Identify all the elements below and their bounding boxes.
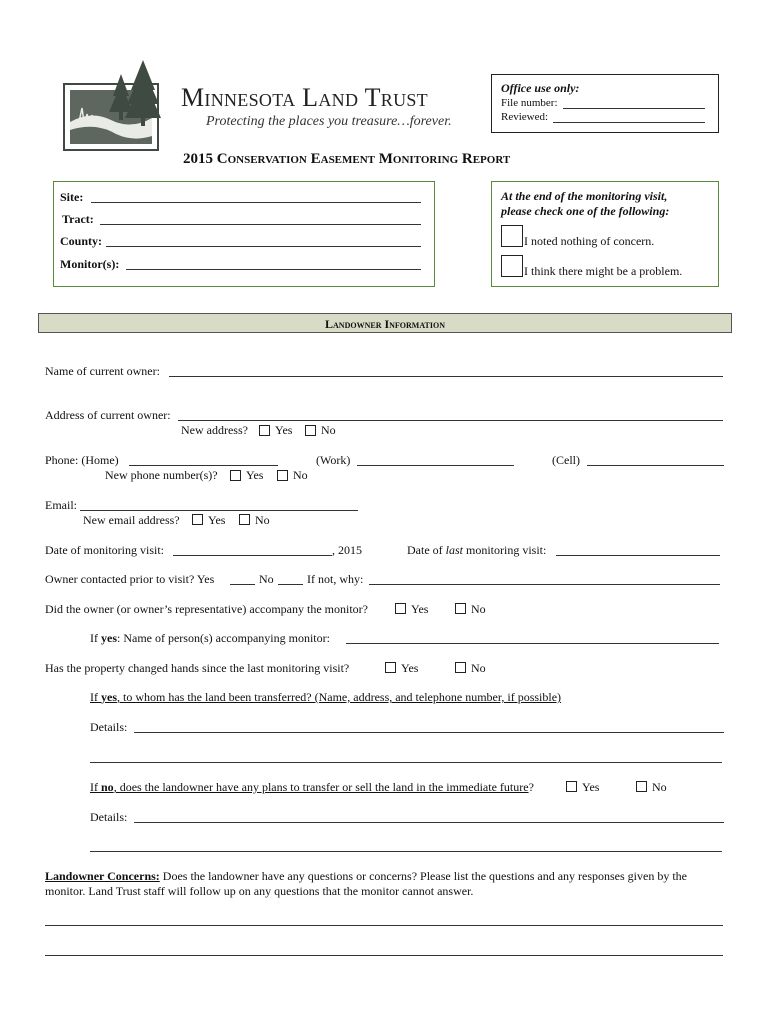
phone-work-label: (Work) (316, 453, 351, 467)
details-field-2b[interactable] (90, 851, 722, 852)
transferred-text: , to whom has the land been transferred? (Name, address, and telephone number, if possible) (117, 690, 562, 704)
instruction-line-2: please check one of the following: (501, 204, 670, 218)
accompany-yes-checkbox[interactable] (395, 603, 406, 614)
visit-date-label: Date of monitoring visit: (45, 543, 164, 557)
new-phone-yes-label: Yes (246, 468, 264, 482)
visit-year: , 2015 (332, 543, 362, 557)
email-field[interactable] (80, 510, 358, 511)
reviewed-field[interactable] (553, 122, 705, 123)
if-yes-suffix: : Name of person(s) accompanying monitor: (117, 631, 330, 645)
file-number-field[interactable] (563, 108, 705, 109)
accompany-label: Did the owner (or owner’s representative) accompany the monitor? (45, 602, 368, 616)
details-field-2a[interactable] (134, 822, 724, 823)
section-header (38, 313, 732, 333)
problem-label: I think there might be a problem. (524, 264, 683, 278)
plans-yes-label: Yes (582, 780, 600, 794)
plans-question (90, 780, 534, 794)
details-field-1b[interactable] (90, 762, 722, 763)
concerns-field-2[interactable] (45, 955, 723, 956)
transferred-if: If (90, 690, 101, 704)
owner-name-label: Name of current owner: (45, 364, 160, 378)
plans-yes-checkbox[interactable] (566, 781, 577, 792)
phone-cell-field[interactable] (587, 465, 724, 466)
new-phone-no-label: No (293, 468, 308, 482)
report-title: 2015 Conservation Easement Monitoring Report (183, 151, 511, 167)
accompanying-name-label (90, 631, 330, 645)
new-email-no-checkbox[interactable] (239, 514, 250, 525)
file-number-label: File number: (501, 97, 558, 109)
concerns-field-1[interactable] (45, 925, 723, 926)
accompany-no-label: No (471, 602, 486, 616)
new-email-label: New email address? (83, 513, 180, 527)
owner-address-field[interactable] (178, 420, 723, 421)
new-email-yes-label: Yes (208, 513, 226, 527)
monitor-label: Monitor(s): (60, 257, 120, 271)
monitor-field[interactable] (126, 269, 421, 270)
tract-field[interactable] (100, 224, 421, 225)
new-phone-label: New phone number(s)? (105, 468, 218, 482)
changed-hands-yes-label: Yes (401, 661, 419, 675)
new-address-yes-checkbox[interactable] (259, 425, 270, 436)
if-yes-prefix: If (90, 631, 101, 645)
accompany-no-checkbox[interactable] (455, 603, 466, 614)
changed-hands-no-label: No (471, 661, 486, 675)
no-concern-label: I noted nothing of concern. (524, 234, 655, 248)
new-email-no-label: No (255, 513, 270, 527)
last-visit-suffix: monitoring visit: (463, 543, 547, 557)
plans-no-label: No (652, 780, 667, 794)
last-visit-prefix: Date of (407, 543, 446, 557)
transferred-bold: yes (101, 690, 117, 704)
concerns-paragraph-2: monitor. Land Trust staff will follow up on any questions that the monitor cannot answer. (45, 884, 474, 898)
tract-label: Tract: (62, 212, 94, 226)
visit-result-box (491, 181, 719, 287)
transferred-question (90, 690, 561, 704)
last-visit-label (407, 543, 546, 557)
phone-home-label: Phone: (Home) (45, 453, 119, 467)
new-phone-no-checkbox[interactable] (277, 470, 288, 481)
no-concern-checkbox[interactable] (501, 225, 523, 247)
problem-checkbox[interactable] (501, 255, 523, 277)
owner-address-label: Address of current owner: (45, 408, 171, 422)
phone-home-field[interactable] (129, 465, 278, 466)
phone-cell-label: (Cell) (552, 453, 580, 467)
new-address-label: New address? (181, 423, 248, 437)
visit-date-field[interactable] (173, 555, 332, 556)
contacted-no-field[interactable] (278, 584, 303, 585)
accompany-yes-label: Yes (411, 602, 429, 616)
if-yes-bold: yes (101, 631, 117, 645)
plans-if: If (90, 780, 101, 794)
tagline: Protecting the places you treasure…forever. (206, 114, 452, 129)
new-email-yes-checkbox[interactable] (192, 514, 203, 525)
new-phone-yes-checkbox[interactable] (230, 470, 241, 481)
site-label: Site: (60, 190, 84, 204)
contacted-no-label: No (259, 572, 274, 586)
contacted-ifnot-label: If not, why: (307, 572, 364, 586)
concerns-heading: Landowner Concerns: (45, 869, 160, 883)
site-field[interactable] (91, 202, 421, 203)
last-visit-field[interactable] (556, 555, 720, 556)
contacted-why-field[interactable] (369, 584, 720, 585)
changed-hands-yes-checkbox[interactable] (385, 662, 396, 673)
new-address-no-checkbox[interactable] (305, 425, 316, 436)
org-name: Minnesota Land Trust (181, 83, 428, 112)
instruction-line-1: At the end of the monitoring visit, (501, 189, 668, 203)
last-visit-em: last (445, 543, 463, 557)
plans-q: ? (528, 780, 534, 794)
owner-name-field[interactable] (169, 376, 723, 377)
site-info-box (53, 181, 435, 287)
contacted-label: Owner contacted prior to visit? Yes (45, 572, 215, 586)
changed-hands-label: Has the property changed hands since the last monitoring visit? (45, 661, 350, 675)
plans-no-checkbox[interactable] (636, 781, 647, 792)
contacted-yes-field[interactable] (230, 584, 255, 585)
changed-hands-no-checkbox[interactable] (455, 662, 466, 673)
plans-text: , does the landowner have any plans to transfer or sell the land in the immediate future (113, 780, 529, 794)
office-use-box (491, 74, 719, 133)
new-address-no-label: No (321, 423, 336, 437)
new-address-yes-label: Yes (275, 423, 293, 437)
office-use-title: Office use only: (501, 81, 580, 95)
email-label: Email: (45, 498, 77, 512)
details-label-1: Details: (90, 720, 128, 734)
county-field[interactable] (106, 246, 421, 247)
county-label: County: (60, 234, 103, 248)
details-label-2: Details: (90, 810, 128, 824)
plans-underlined (90, 780, 529, 794)
accompanying-name-field[interactable] (346, 643, 719, 644)
section-title: Landowner Information (325, 317, 445, 331)
concerns-paragraph-1 (45, 869, 687, 883)
details-field-1a[interactable] (134, 732, 724, 733)
phone-work-field[interactable] (357, 465, 514, 466)
concerns-text-1: Does the landowner have any questions or concerns? Please list the questions and any responses given by the (159, 869, 687, 883)
reviewed-label: Reviewed: (501, 111, 549, 123)
logo (61, 60, 161, 152)
plans-bold: no (101, 780, 114, 794)
